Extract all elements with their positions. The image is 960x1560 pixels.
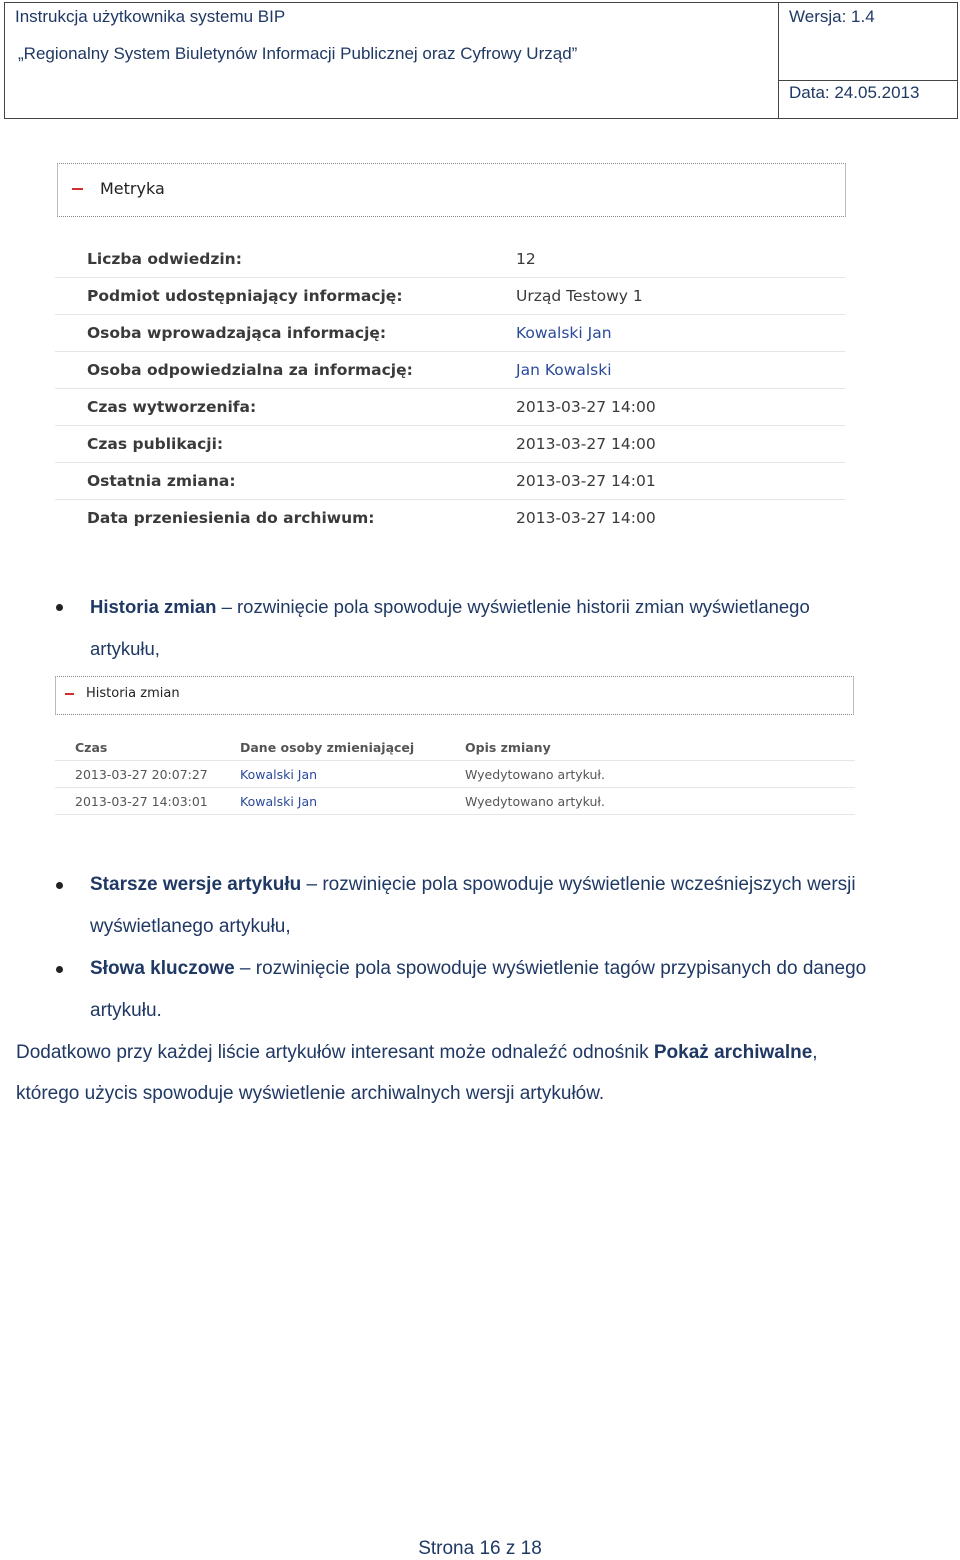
header-title: Instrukcja użytkownika systemu BIP	[15, 7, 286, 26]
metryka-value: Urząd Testowy 1	[516, 287, 643, 305]
bullet-slowa	[90, 958, 866, 980]
metryka-label: Czas publikacji:	[87, 435, 224, 453]
bullet-text: – rozwinięcie pola spowoduje wyświetlenie tagów przypisanych do danego	[234, 958, 867, 979]
metryka-label: Osoba wprowadzająca informację:	[87, 324, 387, 342]
bullet-historia	[90, 596, 810, 619]
column-header: Opis zmiany	[465, 740, 551, 755]
column-header: Dane osoby zmieniającej	[240, 740, 415, 755]
bullet-text-line2: artykułu,	[90, 638, 160, 659]
metryka-row	[55, 499, 845, 536]
bullet-icon	[56, 882, 63, 889]
author-link[interactable]: Kowalski Jan	[516, 324, 612, 342]
metryka-header-box[interactable]	[57, 163, 846, 217]
historia-title[interactable]: Historia zmian	[86, 686, 180, 701]
historia-header-row	[55, 733, 855, 761]
table-row	[55, 787, 855, 815]
metryka-value: 2013-03-27 14:00	[516, 398, 656, 416]
metryka-label: Podmiot udostępniający informację:	[87, 287, 403, 305]
bullet-icon	[56, 604, 63, 611]
metryka-label: Osoba odpowiedzialna za informację:	[87, 361, 413, 379]
collapse-icon[interactable]	[65, 693, 74, 695]
paragraph-line	[16, 1042, 818, 1064]
cell-person-link[interactable]: Kowalski Jan	[240, 794, 318, 809]
paragraph-text: ,	[812, 1042, 818, 1063]
metryka-row	[55, 425, 845, 463]
cell-time: 2013-03-27 14:03:01	[75, 794, 208, 809]
header-divider	[778, 3, 779, 118]
bullet-icon	[56, 966, 63, 973]
metryka-label: Ostatnia zmiana:	[87, 472, 236, 490]
header-version: Wersja: 1.4	[789, 7, 875, 26]
bullet-bold: Historia zmian	[90, 596, 217, 617]
metryka-row	[55, 388, 845, 426]
paragraph-bold: Pokaż archiwalne	[653, 1042, 813, 1063]
header-divider	[778, 80, 957, 81]
cell-description: Wyedytowano artykuł.	[465, 767, 605, 782]
bullet-bold: Słowa kluczowe	[90, 958, 235, 979]
metryka-label: Czas wytworzenifa:	[87, 398, 257, 416]
cell-person-link[interactable]: Kowalski Jan	[240, 767, 318, 782]
cell-time: 2013-03-27 20:07:27	[75, 767, 208, 782]
bullet-text: – rozwinięcie pola spowoduje wyświetlenie wcześniejszych wersji	[301, 874, 856, 895]
header-subtitle: „Regionalny System Biuletynów Informacji Publicznej oraz Cyfrowy Urząd”	[18, 44, 578, 63]
metryka-row	[55, 351, 845, 389]
metryka-title[interactable]: Metryka	[100, 179, 165, 198]
bullet-text-line2: artykułu.	[90, 1000, 162, 1021]
collapse-icon[interactable]	[72, 188, 83, 190]
paragraph-text: Dodatkowo przy każdej liście artykułów interesant może odnaleźć odnośnik	[16, 1042, 654, 1063]
paragraph-line: którego użycis spowoduje wyświetlenie archiwalnych wersji artykułów.	[16, 1083, 605, 1104]
metryka-label: Data przeniesienia do archiwum:	[87, 509, 375, 527]
metryka-value: 2013-03-27 14:00	[516, 509, 656, 527]
table-row	[55, 760, 855, 788]
metryka-value: 2013-03-27 14:01	[516, 472, 656, 490]
page-number: Strona 16 z 18	[418, 1538, 542, 1559]
metryka-value: 12	[516, 250, 536, 268]
responsible-link[interactable]: Jan Kowalski	[516, 361, 612, 379]
bullet-text-line2: wyświetlanego artykułu,	[90, 916, 291, 937]
metryka-value: 2013-03-27 14:00	[516, 435, 656, 453]
metryka-label: Liczba odwiedzin:	[87, 250, 242, 268]
bullet-bold: Starsze wersje artykułu	[90, 874, 302, 895]
bullet-starsze	[90, 874, 856, 896]
metryka-row	[55, 277, 845, 315]
metryka-row	[55, 314, 845, 352]
metryka-row	[55, 462, 845, 500]
column-header: Czas	[75, 740, 108, 755]
bullet-text: – rozwinięcie pola spowoduje wyświetlenie historii zmian wyświetlanego	[216, 596, 810, 617]
header-date: Data: 24.05.2013	[789, 83, 920, 102]
cell-description: Wyedytowano artykuł.	[465, 794, 605, 809]
metryka-row	[55, 240, 845, 278]
